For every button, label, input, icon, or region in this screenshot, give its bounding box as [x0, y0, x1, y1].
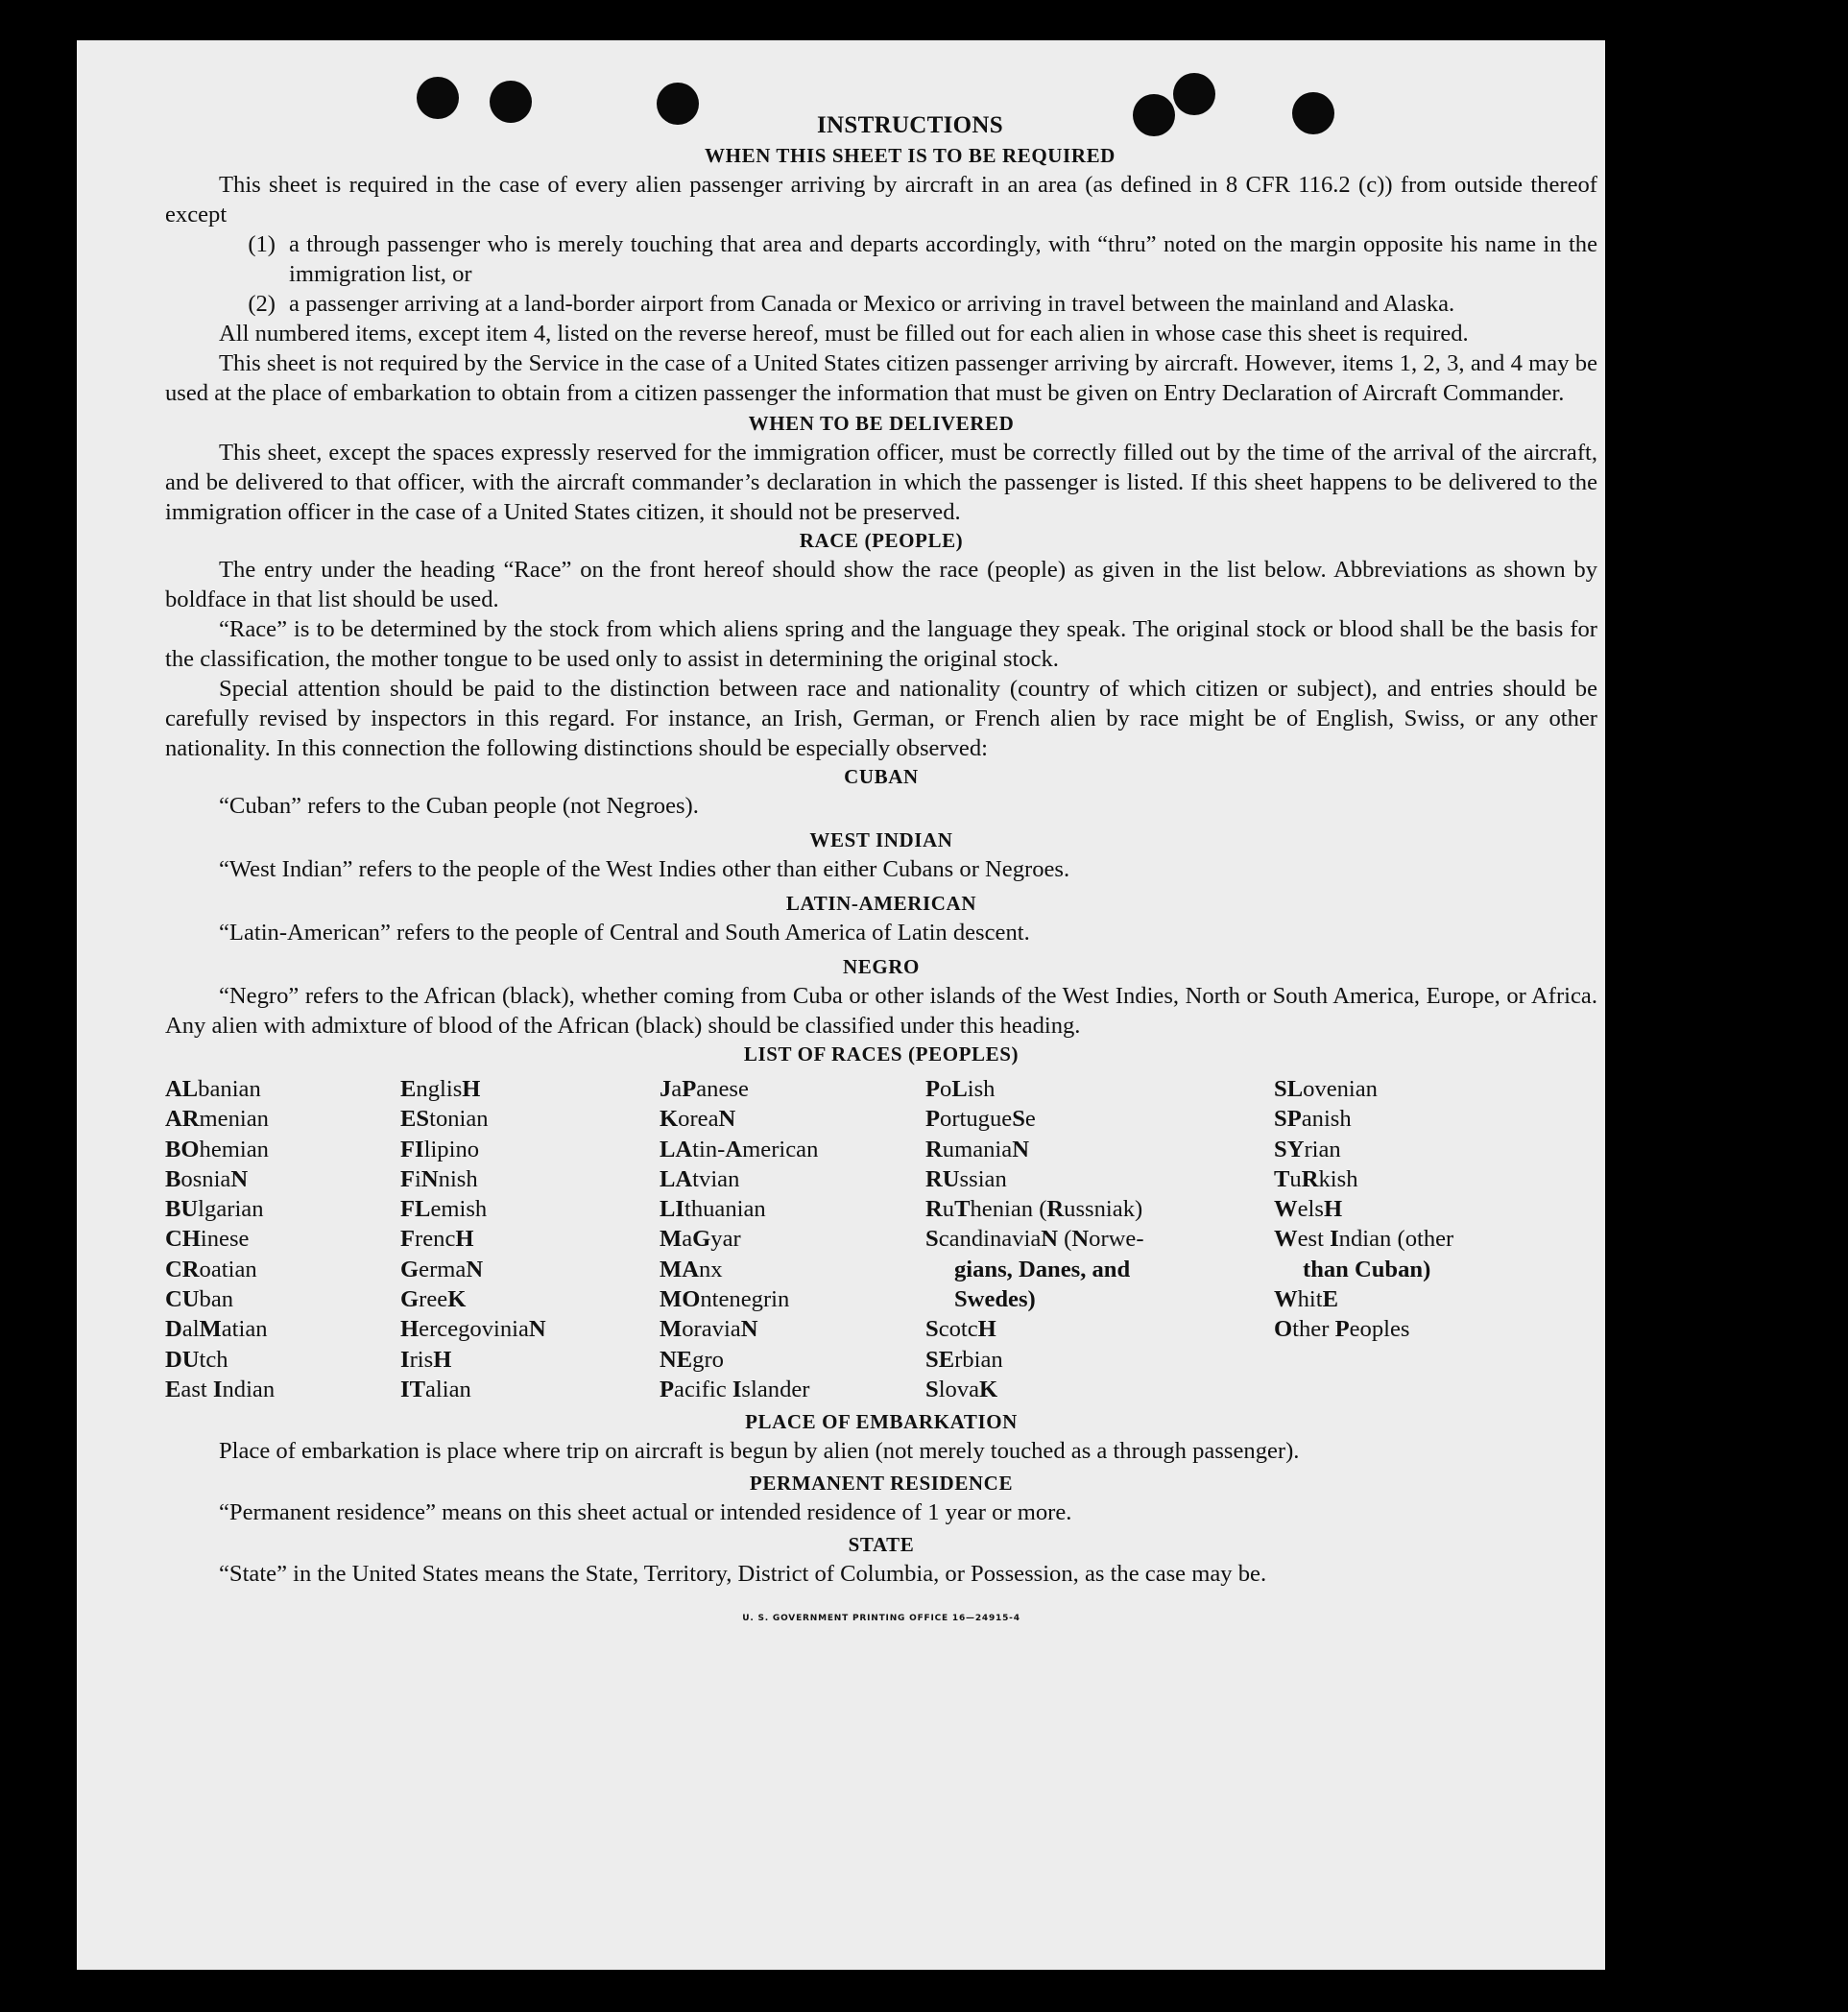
section-heading: WHEN TO BE DELIVERED: [748, 412, 1015, 435]
race-item: MOntenegrin: [660, 1286, 790, 1313]
race-item: SYrian: [1274, 1136, 1341, 1162]
race-item: HercegoviniaN: [400, 1316, 546, 1343]
list-item: [165, 289, 1597, 319]
section-heading: PERMANENT RESIDENCE: [749, 1472, 1014, 1496]
race-item: LAtvian: [660, 1165, 740, 1192]
race-item: PoLish: [925, 1076, 996, 1102]
paragraph: Place of embarkation is place where trip on aircraft is begun by alien (not merely touched as a through passenger).: [219, 1438, 1300, 1465]
paragraph: All numbered items, except item 4, listed on the reverse hereof, must be filled out for each alien in whose case this sheet is required.: [219, 321, 1469, 347]
race-item: SPanish: [1274, 1106, 1352, 1133]
race-item: MoraviaN: [660, 1316, 758, 1343]
race-item: CHinese: [165, 1226, 250, 1253]
list-number: (2): [248, 291, 276, 317]
race-item: ALbanian: [165, 1076, 261, 1102]
race-item: FrencH: [400, 1226, 474, 1253]
race-item: RumaniaN: [925, 1136, 1029, 1162]
section-heading: CUBAN: [844, 765, 919, 788]
race-item: EnglisH: [400, 1076, 481, 1102]
section-heading: STATE: [848, 1533, 915, 1557]
paragraph: This sheet, except the spaces expressly reserved for the immigration officer, must be correctly filled out by the time of the arrival of the aircraft, and be delivered to that officer, with the aircraft commander’s declaration in which the passenger is listed. If this sheet happens to be delivered to the immigration officer in the case of a United States citizen, it should not be preserved.: [165, 440, 1597, 525]
race-item: LAtin-American: [660, 1136, 819, 1162]
race-item: JaPanese: [660, 1076, 749, 1102]
race-item: ScandinaviaN (Norwe-: [925, 1226, 1144, 1253]
race-item: MAnx: [660, 1256, 723, 1282]
race-item: East Indian: [165, 1376, 276, 1402]
paragraph: “Latin-American” refers to the people of Central and South America of Latin descent.: [219, 920, 1030, 946]
race-item: LIthuanian: [660, 1196, 766, 1223]
paragraph: This sheet is not required by the Service in the case of a United States citizen passenger arriving by aircraft. However, items 1, 2, 3, and 4 may be used at the place of embarkation to obtain from a citizen passenger the information that must be given on Entry Declaration of Aircraft Commander.: [165, 350, 1597, 406]
paragraph: This sheet is required in the case of every alien passenger arriving by aircraft in an area (as defined in 8 CFR 116.2 (c)) from outside thereof except: [165, 172, 1597, 228]
race-item: FiNnish: [400, 1165, 478, 1192]
document-sheet: [77, 40, 1605, 1970]
races-column: [660, 1074, 925, 1404]
paragraph: “State” in the United States means the State, Territory, District of Columbia, or Possession, as the case may be.: [219, 1561, 1267, 1588]
race-item: MaGyar: [660, 1226, 741, 1253]
race-item: CUban: [165, 1286, 234, 1313]
paragraph: “West Indian” refers to the people of the West Indies other than either Cubans or Negroes.: [219, 856, 1070, 882]
race-item: WhitE: [1274, 1286, 1338, 1313]
race-item: SLovenian: [1274, 1076, 1378, 1102]
section-heading: NEGRO: [842, 955, 920, 978]
race-item: ARmenian: [165, 1106, 269, 1133]
race-item: BUlgarian: [165, 1196, 264, 1223]
race-item: BOhemian: [165, 1136, 269, 1162]
race-item: IrisH: [400, 1346, 452, 1373]
paragraph: The entry under the heading “Race” on the front hereof should show the race (people) as given in the list below. Abbreviations as shown by boldface in that list should be used.: [165, 557, 1597, 612]
race-item: KoreaN: [660, 1106, 736, 1133]
section-heading: WHEN THIS SHEET IS TO BE REQUIRED: [705, 144, 1116, 167]
paragraph: “Cuban” refers to the Cuban people (not Negroes).: [219, 793, 699, 819]
race-item: SlovaK: [925, 1376, 998, 1402]
list-text: a passenger arriving at a land-border airport from Canada or Mexico or arriving in travel between the mainland and Alaska.: [289, 291, 1455, 317]
section-heading: WEST INDIAN: [809, 828, 953, 851]
race-item: EStonian: [400, 1106, 489, 1133]
race-item: DUtch: [165, 1346, 228, 1373]
races-column: [925, 1074, 1274, 1404]
race-item: DalMatian: [165, 1316, 268, 1343]
paragraph: “Negro” refers to the African (black), whether coming from Cuba or other islands of the West Indies, North or South America, Europe, or Africa. Any alien with admixture of blood of the African (black) should be classified under this heading.: [165, 983, 1597, 1039]
section-heading: PLACE OF EMBARKATION: [745, 1410, 1018, 1434]
paragraph: “Race” is to be determined by the stock from which aliens spring and the language they speak. The original stock or blood shall be the basis for the classification, the mother tongue to be used only to assist in determining the original stock.: [165, 616, 1597, 672]
paragraph: “Permanent residence” means on this sheet actual or intended residence of 1 year or more.: [219, 1499, 1072, 1526]
paragraph: Special attention should be paid to the distinction between race and nationality (country of which citizen or subject), and entries should be carefully revised by inspectors in this regard. For instance, an Irish, German, or French alien by race might be of English, Swiss, or any other nationality. In this connection the following distinctions should be especially observed:: [165, 676, 1597, 761]
race-item: WelsH: [1274, 1196, 1343, 1223]
section-heading: LIST OF RACES (PEOPLES): [743, 1042, 1020, 1066]
race-item: Pacific Islander: [660, 1376, 810, 1402]
race-item: than Cuban): [1303, 1256, 1431, 1282]
race-item: PortugueSe: [925, 1106, 1036, 1133]
race-item: TuRkish: [1274, 1165, 1358, 1192]
race-item: GreeK: [400, 1286, 467, 1313]
race-item: SErbian: [925, 1346, 1003, 1373]
race-item: Swedes): [954, 1286, 1036, 1313]
race-item: BosniaN: [165, 1165, 249, 1192]
races-list: [165, 1074, 1597, 1404]
list-text: a through passenger who is merely touching that area and departs accordingly, with “thru” noted on the margin opposite his name in the immigration list, or: [289, 231, 1597, 287]
printing-office-footer: U. S. GOVERNMENT PRINTING OFFICE 16—24915-4: [742, 1614, 1020, 1624]
list-item: [165, 229, 1597, 289]
race-item: CRoatian: [165, 1256, 257, 1282]
race-item: FIlipino: [400, 1136, 480, 1162]
race-item: RuThenian (Russniak): [925, 1196, 1143, 1223]
race-item: NEgro: [660, 1346, 724, 1373]
list-number: (1): [248, 231, 276, 257]
race-item: ScotcH: [925, 1316, 996, 1343]
section-heading: RACE (PEOPLE): [799, 529, 964, 552]
races-column: [165, 1074, 400, 1404]
instructions-content: [165, 109, 1597, 1634]
race-item: Other Peoples: [1274, 1316, 1410, 1343]
race-item: gians, Danes, and: [954, 1256, 1131, 1282]
race-item: GermaN: [400, 1256, 484, 1282]
races-column: [400, 1074, 660, 1404]
race-item: FLemish: [400, 1196, 488, 1223]
page-title: INSTRUCTIONS: [817, 112, 1003, 138]
races-column: [1274, 1074, 1597, 1404]
section-heading: LATIN-AMERICAN: [785, 892, 977, 915]
race-item: RUssian: [925, 1165, 1007, 1192]
race-item: ITalian: [400, 1376, 471, 1402]
race-item: West Indian (other: [1274, 1226, 1454, 1253]
